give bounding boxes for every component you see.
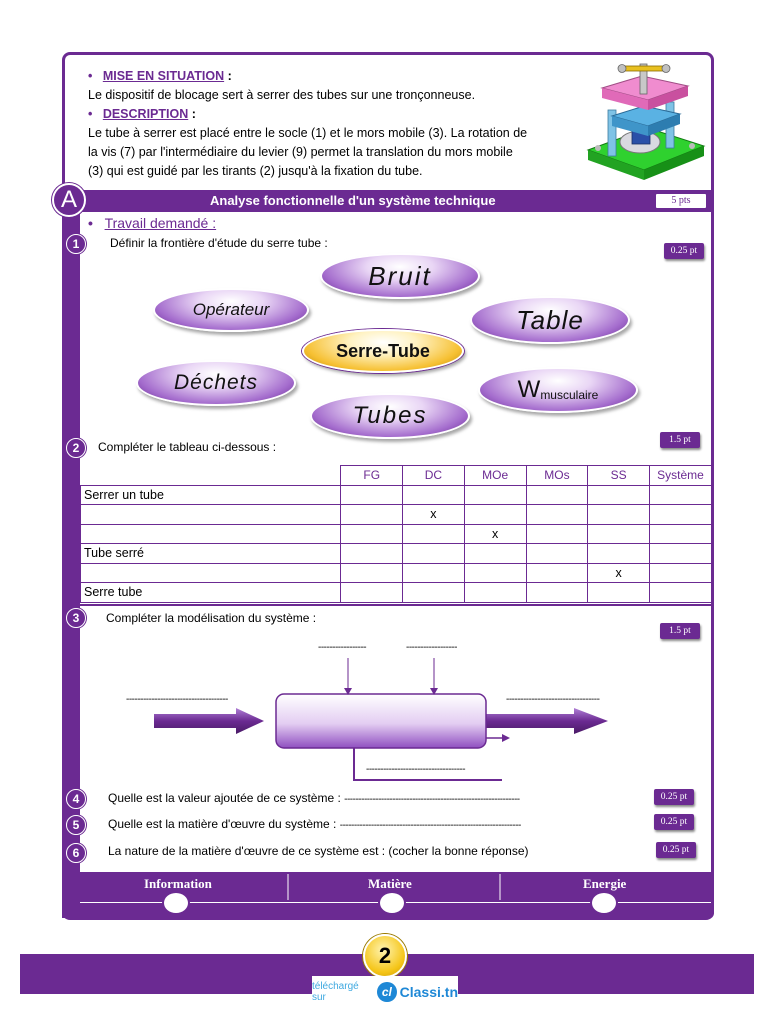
- table-cell[interactable]: [81, 524, 341, 544]
- table-cell[interactable]: [81, 505, 341, 525]
- ellipse-w-musculaire: W musculaire: [478, 367, 638, 413]
- small-output-arrow: [502, 734, 510, 742]
- desc-line-3: (3) qui est guidé par les tirants (2) jusqu'à la fixation du tube.: [88, 164, 423, 178]
- clamp-device-illustration: [582, 58, 710, 184]
- choice-label-matiere: Matière: [368, 876, 412, 891]
- table-row: [81, 505, 712, 525]
- table-cell[interactable]: [588, 524, 650, 544]
- q3-points: 1.5 pt: [660, 623, 700, 639]
- table-cell[interactable]: [341, 505, 403, 525]
- table-cell[interactable]: [341, 544, 403, 564]
- table-cell[interactable]: [526, 563, 588, 583]
- separator-line: [80, 604, 712, 606]
- travail-heading: • Travail demandé :: [88, 215, 217, 231]
- table-cell[interactable]: [464, 505, 526, 525]
- q4-question: [108, 789, 520, 809]
- q5-answer[interactable]: ----------------------------------------------------------------: [339, 820, 521, 831]
- table-header-cell: MOs: [526, 466, 588, 486]
- table-row: [81, 485, 712, 505]
- table-cell[interactable]: [464, 583, 526, 603]
- mise-text: Le dispositif de blocage sert à serrer des tubes sur une tronçonneuse.: [88, 88, 476, 102]
- ellipse-table: Table: [470, 296, 630, 344]
- q1-points: 0.25 pt: [664, 243, 704, 259]
- table-cell[interactable]: [341, 563, 403, 583]
- analysis-table: [80, 465, 712, 603]
- table-cell[interactable]: x: [588, 563, 650, 583]
- desc-heading: • DESCRIPTION :: [88, 107, 196, 121]
- table-cell[interactable]: [81, 563, 341, 583]
- checkbox-information[interactable]: [162, 891, 190, 915]
- q5-text: Quelle est la matière d'œuvre du système :: [108, 817, 337, 831]
- table-cell[interactable]: [403, 583, 465, 603]
- q2-text: Compléter le tableau ci-dessous :: [98, 440, 277, 454]
- output-arrow: [486, 708, 608, 734]
- table-cell[interactable]: [588, 485, 650, 505]
- table-header-cell: MOe: [464, 466, 526, 486]
- table-cell[interactable]: [526, 485, 588, 505]
- desc-title: DESCRIPTION: [102, 107, 189, 121]
- table-cell[interactable]: [403, 544, 465, 564]
- q5-points: 0.25 pt: [654, 814, 694, 830]
- table-cell[interactable]: [650, 583, 712, 603]
- table-cell[interactable]: x: [403, 505, 465, 525]
- table-cell[interactable]: x: [464, 524, 526, 544]
- ellipse-dechets: Déchets: [136, 360, 296, 406]
- ellipse-serre-tube: Serre-Tube: [302, 329, 464, 373]
- q4-answer[interactable]: --------------------------------------------------------------: [344, 794, 520, 805]
- question-number-1: 1: [66, 234, 86, 254]
- table-cell[interactable]: [403, 485, 465, 505]
- dash-top-left[interactable]: -----------------: [318, 642, 367, 653]
- section-title: Analyse fonctionnelle d'un système technique: [210, 193, 496, 208]
- question-number-2: 2: [66, 438, 86, 458]
- table-header-cell: SS: [588, 466, 650, 486]
- table-cell[interactable]: [588, 544, 650, 564]
- table-cell[interactable]: [403, 524, 465, 544]
- watermark-brand: Classi.tn: [399, 984, 458, 1000]
- table-cell[interactable]: [341, 485, 403, 505]
- table-cell[interactable]: [341, 524, 403, 544]
- choice-label-energie: Energie: [583, 876, 627, 891]
- table-cell[interactable]: [526, 583, 588, 603]
- q5-question: [108, 815, 521, 835]
- table-cell[interactable]: [650, 524, 712, 544]
- table-cell[interactable]: [650, 563, 712, 583]
- watermark-text: téléchargé sur: [312, 981, 359, 1003]
- choice-label-information: Information: [144, 876, 212, 891]
- table-cell[interactable]: [341, 583, 403, 603]
- table-cell[interactable]: [650, 485, 712, 505]
- table-cell: Tube serré: [81, 544, 341, 564]
- q6-text: La nature de la matière d'œuvre de ce système est : (cocher la bonne réponse): [108, 844, 529, 858]
- table-cell[interactable]: [526, 524, 588, 544]
- table-cell[interactable]: [464, 563, 526, 583]
- table-header-cell: Système: [650, 466, 712, 486]
- section-letter-badge: A: [52, 183, 86, 217]
- input-arrow: [154, 708, 264, 734]
- table-row: [81, 524, 712, 544]
- mise-title: MISE EN SITUATION: [102, 69, 225, 83]
- q4-text: Quelle est la valeur ajoutée de ce système :: [108, 791, 341, 805]
- table-header-row: [81, 466, 712, 486]
- page-number: 2: [363, 934, 407, 978]
- table-cell[interactable]: [650, 544, 712, 564]
- system-box: [276, 694, 486, 748]
- table-cell: Serre tube: [81, 583, 341, 603]
- ellipse-tubes: Tubes: [310, 393, 470, 439]
- table-cell[interactable]: [464, 544, 526, 564]
- table-cell[interactable]: [526, 544, 588, 564]
- checkbox-matiere[interactable]: [378, 891, 406, 915]
- q4-points: 0.25 pt: [654, 789, 694, 805]
- q6-points: 0.25 pt: [656, 842, 696, 858]
- q2-points: 1.5 pt: [660, 432, 700, 448]
- table-header-cell: DC: [403, 466, 465, 486]
- table-cell[interactable]: [588, 583, 650, 603]
- dash-bottom[interactable]: -----------------------------------: [366, 764, 466, 775]
- checkbox-energie[interactable]: [590, 891, 618, 915]
- table-row: [81, 544, 712, 564]
- question-number-6: 6: [66, 843, 86, 863]
- question-number-3: 3: [66, 608, 86, 628]
- table-row: [81, 583, 712, 603]
- dash-top-right[interactable]: ------------------: [406, 642, 457, 653]
- table-header-cell: FG: [341, 466, 403, 486]
- table-cell[interactable]: [526, 505, 588, 525]
- table-cell: Serrer un tube: [81, 485, 341, 505]
- ellipse-bruit: Bruit: [320, 253, 480, 299]
- classi-logo-icon: cl: [377, 982, 397, 1002]
- desc-line-1: Le tube à serrer est placé entre le socle (1) et le mors mobile (3). La rotation de: [88, 126, 528, 140]
- desc-line-2: la vis (7) par l'intermédiaire du levier (9) permet la translation du mors mobile: [88, 145, 513, 159]
- table-cell[interactable]: [588, 505, 650, 525]
- mise-heading: • MISE EN SITUATION :: [88, 69, 232, 83]
- section-points: 5 pts: [655, 193, 707, 209]
- dash-output[interactable]: ---------------------------------: [506, 694, 600, 705]
- watermark: [312, 976, 458, 1008]
- question-number-5: 5: [66, 815, 86, 835]
- table-cell[interactable]: [403, 563, 465, 583]
- table-corner: [81, 466, 341, 486]
- ellipse-operateur: Opérateur: [153, 288, 309, 332]
- dash-input[interactable]: ------------------------------------: [126, 694, 228, 705]
- table-row: [81, 563, 712, 583]
- q1-text: Définir la frontière d'étude du serre tube :: [110, 236, 328, 250]
- question-number-4: 4: [66, 789, 86, 809]
- table-cell[interactable]: [650, 505, 712, 525]
- q3-text: Compléter la modélisation du système :: [106, 611, 317, 625]
- table-cell[interactable]: [464, 485, 526, 505]
